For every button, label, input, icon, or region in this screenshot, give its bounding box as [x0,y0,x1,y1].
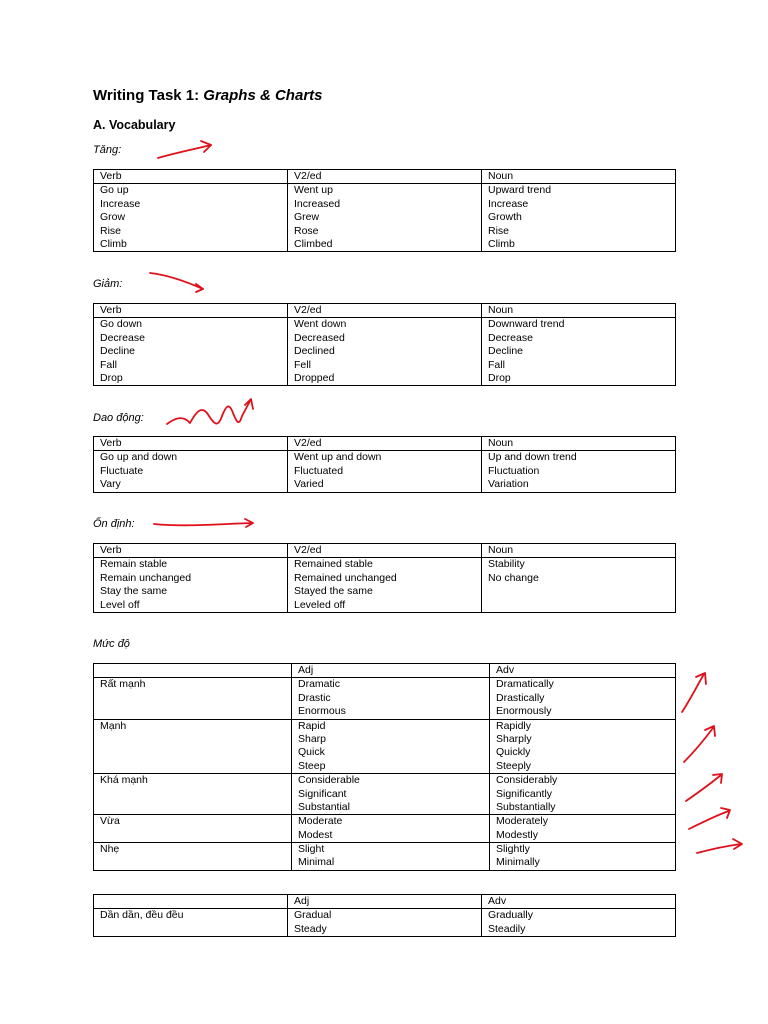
slight-arrow-icon [697,839,742,853]
header-adj: Adj [292,664,490,678]
list-item: Stability [488,558,525,571]
header-v2ed: V2/ed [288,304,482,318]
list-item: Drastically [496,691,545,704]
list-item: Dramatically [496,678,554,691]
level-cell: Rất mạnh [94,678,292,719]
list-item: Drastic [298,691,331,704]
list-item: Enormous [298,705,346,718]
section-heading: A. Vocabulary [93,118,176,132]
level-cell: Khá mạnh [94,774,292,815]
header-noun: Noun [482,304,676,318]
list-item: Go up [100,184,129,197]
list-item: Substantially [496,800,556,813]
level-cell: Nhẹ [94,843,292,871]
list-item: Considerably [496,774,558,787]
list-item: Fell [294,358,311,371]
list-item: Fall [488,358,505,371]
list-item: Quick [298,746,325,759]
list-item: Went down [294,318,347,331]
list-item: Decline [488,345,524,358]
list-item: Slight [298,843,325,856]
list-item: Rose [294,224,319,237]
list-item: Remained stable [294,558,373,571]
list-item: Level off [100,598,140,611]
list-item: Fall [100,358,117,371]
list-item: Minimally [496,856,540,869]
moderate-arrow-icon [686,774,722,801]
group-label-degree: Mức độ [93,638,130,650]
group-label-stable: Ổn định: [93,518,135,530]
list-item: Went up [294,184,333,197]
list-item: Moderately [496,815,548,828]
level-cell: Mạnh [94,719,292,774]
arrow-up-icon [158,141,211,158]
list-item: Varied [294,478,324,491]
list-item: Fluctuated [294,464,344,477]
list-item: Rapid [298,719,326,732]
list-item: Go down [100,318,143,331]
level-cell: Vừa [94,815,292,843]
list-item: Substantial [298,800,350,813]
list-item: Dropped [294,371,335,384]
list-item: Gradual [294,909,332,922]
group-label-decrease: Giảm: [93,278,123,290]
list-item: Minimal [298,856,335,869]
list-item: Variation [488,478,529,491]
list-item: Grew [294,211,320,224]
flat-arrow-icon [154,519,253,527]
group-label-fluctuate: Dao động: [93,412,144,424]
list-item: Considerable [298,774,360,787]
arrow-down-icon [150,273,203,292]
list-item: Fluctuate [100,464,144,477]
list-item: Increase [488,197,529,210]
zigzag-arrow-icon [167,399,253,424]
list-item: Sharp [298,732,327,745]
header-adv: Adv [482,895,676,909]
list-item: Declined [294,345,335,358]
list-item: Quickly [496,746,531,759]
list-item: Stayed the same [294,585,373,598]
gentle-arrow-icon [689,808,730,829]
group-label-increase: Tăng: [93,144,122,156]
rising-arrow-icon [684,726,715,762]
list-item: Steeply [496,759,532,772]
list-item: Gradually [488,909,533,922]
list-item: Steady [294,922,327,935]
list-item: Vary [100,478,121,491]
header-verb: Verb [94,304,288,318]
list-item: Climb [488,237,515,250]
list-item: Fluctuation [488,464,540,477]
list-item: Decrease [100,331,145,344]
header-verb: Verb [94,437,288,451]
list-item: Up and down trend [488,451,577,464]
steep-arrow-icon [682,673,706,712]
list-item: Rise [100,224,122,237]
list-item: Sharply [496,732,532,745]
list-item: Growth [488,211,522,224]
list-item: Decline [100,345,136,358]
list-item: Increase [100,197,141,210]
list-item: Went up and down [294,451,382,464]
list-item: Grow [100,211,126,224]
list-item: Leveled off [294,598,346,611]
header-verb: Verb [94,544,288,558]
list-item: Steep [298,759,326,772]
list-item: Significant [298,787,347,800]
list-item: Remain unchanged [100,571,192,584]
list-item: Dramatic [298,678,341,691]
list-item: Drop [488,371,511,384]
list-item: Go up and down [100,451,178,464]
list-item: No change [488,571,539,584]
header-noun: Noun [482,437,676,451]
level-cell: Dần dần, đều đều [94,909,288,937]
list-item: Stay the same [100,585,168,598]
list-item: Drop [100,371,123,384]
list-item: Decreased [294,331,345,344]
header-noun: Noun [482,544,676,558]
list-item: Rise [488,224,510,237]
header-verb: Verb [94,170,288,184]
list-item: Enormously [496,705,552,718]
page-title: Writing Task 1: Graphs & Charts [93,87,323,104]
list-item: Climbed [294,237,333,250]
list-item: Significantly [496,787,553,800]
list-item: Steadily [488,922,526,935]
list-item: Remain stable [100,558,168,571]
header-adj: Adj [288,895,482,909]
header-v2ed: V2/ed [288,544,482,558]
list-item: Moderate [298,815,343,828]
list-item: Climb [100,237,127,250]
list-item: Decrease [488,331,533,344]
list-item: Downward trend [488,318,565,331]
header-v2ed: V2/ed [288,170,482,184]
list-item: Increased [294,197,341,210]
header-adv: Adv [490,664,676,678]
list-item: Modest [298,828,333,841]
list-item: Upward trend [488,184,552,197]
header-noun: Noun [482,170,676,184]
list-item: Modestly [496,828,539,841]
list-item: Rapidly [496,719,532,732]
list-item: Slightly [496,843,530,856]
header-v2ed: V2/ed [288,437,482,451]
list-item: Remained unchanged [294,571,397,584]
